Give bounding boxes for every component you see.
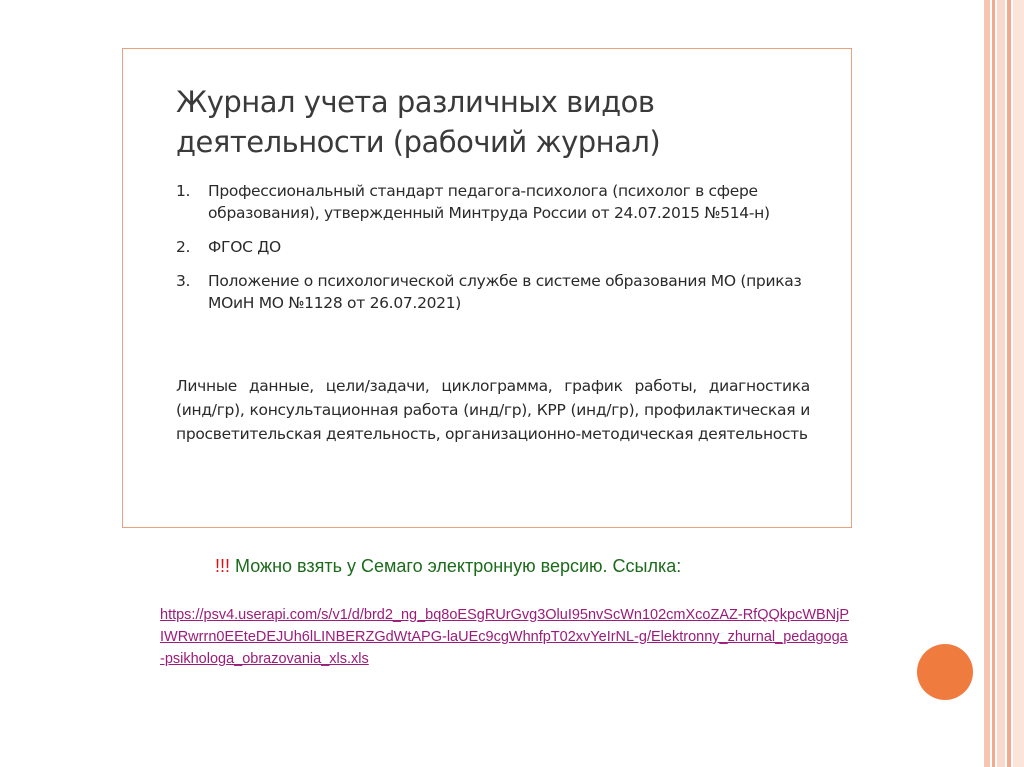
- list-item-number: 2.: [176, 238, 191, 256]
- list-item: [176, 236, 816, 258]
- list-item-number: 1.: [176, 182, 191, 200]
- document-title: [176, 82, 816, 162]
- list-item-text: Профессиональный стандарт педагога-психолога (психолог в сфере образования), утвержденный Минтруда России от 24.07.2015 №514-н): [208, 182, 770, 222]
- note-line: [215, 556, 835, 577]
- download-link[interactable]: https://psv4.userapi.com/s/v1/d/brd2_ng_bq8oESgRUrGvg3OluI95nvScWn102cmXcoZAZ-RfQQkpcWBNjPIWRwrrn0EEteDEJUh6lLINBERZGdWtAPG-laUEc9cgWhnfpT02xvYeIrNL-g/Elektronny_zhurnal_pedagoga-psikhologa_obrazovania_xls.xls: [160, 607, 850, 667]
- list-item-text: Положение о психологической службе в системе образования МО (приказ МОиН МО №1128 от 26.07.2021): [208, 272, 802, 312]
- note-text: Можно взять у Семаго электронную версию. Ссылка:: [230, 556, 682, 576]
- list-item-text: ФГОС ДО: [208, 238, 281, 256]
- summary-paragraph: Личные данные, цели/задачи, циклограмма, график работы, диагностика (инд/гр), консультационная работа (инд/гр), КРР (инд/гр), профилактическая и просветительская деятельность, организационно-методическая деятельность: [176, 377, 810, 443]
- title-line-2: деятельности (рабочий журнал): [176, 125, 661, 159]
- decorative-circle: [917, 644, 973, 700]
- standards-list: [176, 180, 816, 326]
- title-line-1: Журнал учета различных видов: [176, 85, 655, 119]
- note-exclamation: !!!: [215, 556, 231, 576]
- list-item: [176, 270, 816, 314]
- list-item-number: 3.: [176, 272, 191, 290]
- decorative-stripes: [984, 0, 1024, 767]
- list-item: [176, 180, 816, 224]
